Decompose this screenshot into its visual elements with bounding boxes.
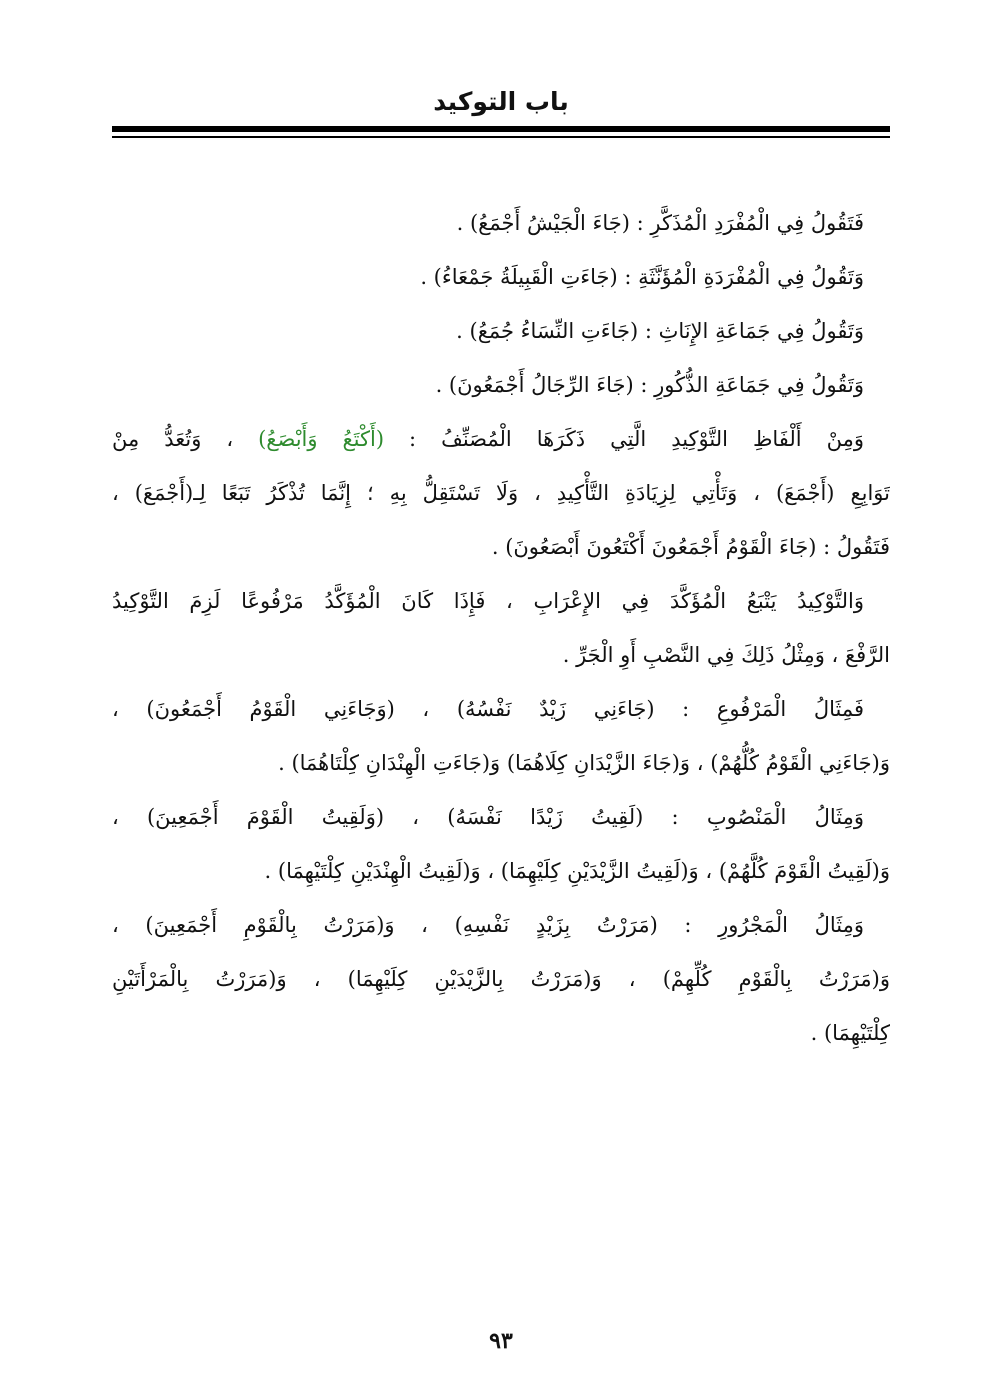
paragraph-line: وَ(جَاءَنِي الْقَوْمُ كُلُّهُمْ) ، وَ(جَاءَ الزَّيْدَانِ كِلَاهُمَا) وَ(جَاءَتِ الْهِنْدَانِ كِلْتَاهُمَا) . — [278, 751, 890, 775]
text-line: وَتَقُولُ فِي جَمَاعَةِ الذُّكُورِ : (جَاءَ الرِّجَالُ أَجْمَعُونَ) . — [435, 373, 864, 397]
text-line: وَتَقُولُ فِي الْمُفْرَدَةِ الْمُؤَنَّثَةِ : (جَاءَتِ الْقَبِيلَةُ جَمْعَاءُ) . — [420, 265, 864, 289]
header-rule-thick — [112, 126, 890, 132]
paragraph-line: كِلْتَيْهِمَا) . — [810, 1021, 890, 1045]
paragraph-line: وَ(لَقِيتُ الْقَوْمَ كُلَّهُمْ) ، وَ(لَقِيتُ الزَّيْدَيْنِ كِلَيْهِمَا) ، وَ(لَقِيتُ الْهِنْدَيْنِ كِلْتَيْهِمَا) . — [264, 859, 890, 883]
paragraph-line: فَمِثَالُ الْمَرْفُوعِ : (جَاءَنِي زَيْدٌ نَفْسُهُ) ، (وَجَاءَنِي الْقَوْمُ أَجْمَعُونَ) ، — [112, 697, 864, 721]
text-line: فَتَقُولُ فِي الْمُفْرَدِ الْمُذَكَّرِ : (جَاءَ الْجَيْشُ أَجْمَعُ) . — [456, 211, 864, 235]
paragraph-line: تَوَابِعِ (أَجْمَعَ) ، وَتَأْتِي لِزِيَادَةِ التَّأْكِيدِ ، وَلَا تَسْتَقِلُّ بِهِ ؛ إِنَّمَا تُذْكَرُ تَبَعًا لِـ(أَجْمَعَ) ، — [112, 481, 890, 505]
text-line: وَتَقُولُ فِي جَمَاعَةِ الإِنَاثِ : (جَاءَتِ النِّسَاءُ جُمَعُ) . — [456, 319, 864, 343]
body-text — [112, 196, 890, 1060]
page-number: ٩٣ — [489, 1328, 513, 1354]
paragraph-line: وَمِثَالُ الْمَجْرُورِ : (مَرَرْتُ بِزَيْدٍ نَفْسِهِ) ، وَ(مَرَرْتُ بِالْقَوْمِ أَجْمَعِينَ) ، — [112, 913, 864, 937]
page-header — [112, 82, 890, 122]
paragraph-line: الرَّفْعَ ، وَمِثْلُ ذَلِكَ فِي النَّصْبِ أَوِ الْجَرِّ . — [562, 643, 890, 667]
paragraph-line — [112, 412, 890, 466]
header-rule-thin — [112, 136, 890, 138]
chapter-title: باب التوكيد — [433, 87, 569, 116]
text-segment: ، وَتُعَدُّ مِنْ — [112, 427, 259, 451]
paragraph-line: وَ(مَرَرْتُ بِالْقَوْمِ كُلِّهِمْ) ، وَ(مَرَرْتُ بِالزَّيْدَيْنِ كِلَيْهِمَا) ، وَ(مَرَرْتُ بِالْمَرْأَتَيْنِ — [112, 967, 890, 991]
text-segment: وَمِنْ أَلْفَاظِ التَّوْكِيدِ الَّتِي ذَكَرَهَا الْمُصَنِّفُ : — [384, 427, 864, 451]
paragraph-line: وَالتَّوْكِيدُ يَتْبَعُ الْمُؤَكَّدَ فِي الإِعْرَابِ ، فَإِذَا كَانَ الْمُؤَكَّدُ مَرْفُوعًا لَزِمَ التَّوْكِيدُ — [112, 589, 864, 613]
highlighted-words: (أَكْتَعُ وَأَبْصَعُ) — [258, 427, 385, 451]
paragraph-line: فَتَقُولُ : (جَاءَ الْقَوْمُ أَجْمَعُونَ أَكْتَعُونَ أَبْصَعُونَ) . — [491, 535, 890, 559]
paragraph-line: وَمِثَالُ الْمَنْصُوبِ : (لَقِيتُ زَيْدًا نَفْسَهُ) ، (وَلَقِيتُ الْقَوْمَ أَجْمَعِينَ) ، — [112, 805, 864, 829]
